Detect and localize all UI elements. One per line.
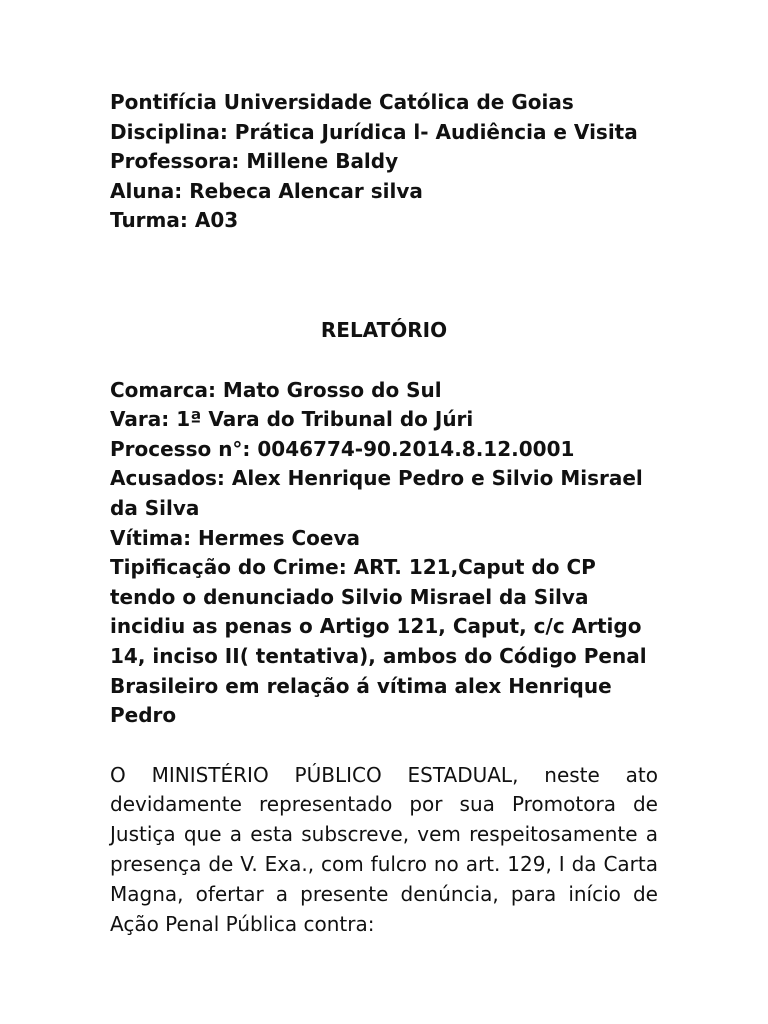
institution-line: Pontifícia Universidade Católica de Goias	[110, 90, 574, 114]
class-line: Turma: A03	[110, 208, 239, 233]
body-paragraph: O MINISTÉRIO PÚBLICO ESTADUAL, neste ato devidamente representado por sua Promotora de Justiça que a esta subscreve, vem respeitosamente a presença de V. Exa., com fulcro no art. 129, I da Carta Magna, ofertar a presente denúncia, para início de Ação Penal Pública contra:	[110, 762, 658, 936]
processo-line: Processo n°: 0046774-90.2014.8.12.0001	[110, 436, 575, 461]
vara-line: Vara: 1ª Vara do Tribunal do Júri	[110, 407, 474, 432]
header-block	[110, 88, 658, 236]
case-info-block	[110, 376, 658, 731]
professor-line: Professora: Millene Baldy	[110, 149, 399, 174]
student-line: Aluna: Rebeca Alencar silva	[110, 178, 423, 203]
tipificacao-paragraph: Tipificação do Crime: ART. 121,Caput do CP tendo o denunciado Silvio Misrael da Silva incidiu as penas o Artigo 121, Caput, c/c Artigo 14, inciso II( tentativa), ambos do Código Penal Brasileiro em relação á vítima alex Henrique Pedro	[110, 555, 647, 728]
vitima-line: Vítima: Hermes Coeva	[110, 525, 360, 550]
comarca-line: Comarca: Mato Grosso do Sul	[110, 377, 442, 402]
acusados-line: Acusados: Alex Henrique Pedro e Silvio Misrael da Silva	[110, 466, 643, 520]
document-title: RELATÓRIO	[320, 317, 448, 342]
discipline-line: Disciplina: Prática Jurídica l- Audiência e Visita	[110, 119, 638, 144]
